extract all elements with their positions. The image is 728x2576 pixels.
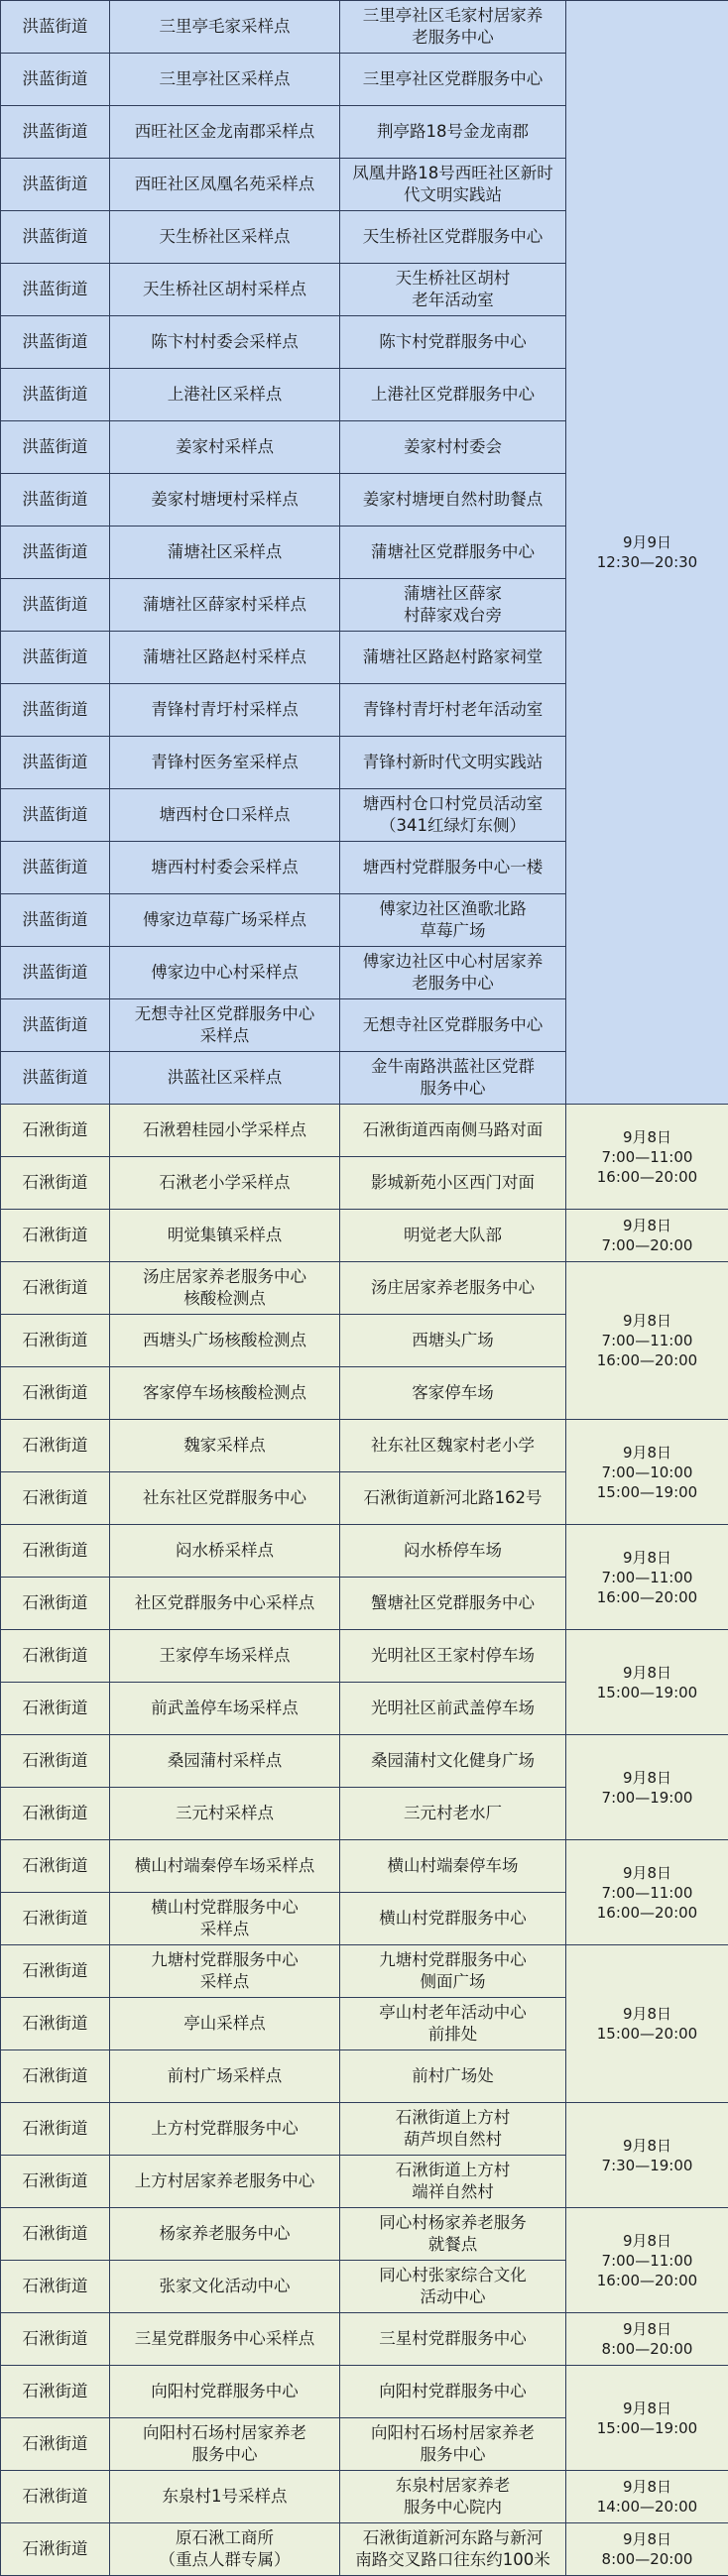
sampling-point-cell: 张家文化活动中心 (110, 2261, 340, 2313)
sampling-time-cell: 9月8日 7:30—19:00 (566, 2103, 728, 2208)
street-cell: 石湫街道 (1, 1210, 110, 1262)
street-cell: 石湫街道 (1, 2103, 110, 2156)
street-cell: 石湫街道 (1, 2050, 110, 2103)
location-cell: 光明社区王家村停车场 (340, 1630, 566, 1683)
street-cell: 洪蓝街道 (1, 369, 110, 421)
sampling-time-cell: 9月8日 15:00—20:00 (566, 1945, 728, 2103)
street-cell: 洪蓝街道 (1, 421, 110, 474)
sampling-time-cell: 9月8日 15:00—19:00 (566, 2366, 728, 2471)
street-cell: 洪蓝街道 (1, 54, 110, 106)
sampling-time-cell: 9月8日 15:00—19:00 (566, 1630, 728, 1735)
table-row (1, 1262, 728, 1315)
sampling-point-cell: 魏家采样点 (110, 1420, 340, 1472)
location-cell: 前村广场处 (340, 2050, 566, 2103)
location-cell: 姜家村村委会 (340, 421, 566, 474)
sampling-point-cell: 洪蓝社区采样点 (110, 1052, 340, 1105)
street-cell: 洪蓝街道 (1, 789, 110, 842)
street-cell: 石湫街道 (1, 1998, 110, 2050)
location-cell: 傅家边社区中心村居家养 老服务中心 (340, 947, 566, 999)
location-cell: 石湫街道新河东路与新河 南路交叉路口往东约100米 (340, 2523, 566, 2576)
location-cell: 天生桥社区胡村 老年活动室 (340, 264, 566, 316)
street-cell: 石湫街道 (1, 2208, 110, 2261)
location-cell: 三星村党群服务中心 (340, 2313, 566, 2366)
location-cell: 石湫街道西南侧马路对面 (340, 1105, 566, 1157)
location-cell: 塘西村党群服务中心一楼 (340, 842, 566, 894)
sampling-point-cell: 西塘头广场核酸检测点 (110, 1315, 340, 1367)
street-cell: 洪蓝街道 (1, 579, 110, 632)
table-row (1, 1420, 728, 1472)
location-cell: 桑园蒲村文化健身广场 (340, 1735, 566, 1788)
sampling-point-cell: 汤庄居家养老服务中心 核酸检测点 (110, 1262, 340, 1315)
sampling-point-cell: 横山村党群服务中心 采样点 (110, 1893, 340, 1945)
location-cell: 石湫街道上方村 端祥自然村 (340, 2156, 566, 2208)
street-cell: 洪蓝街道 (1, 632, 110, 684)
sampling-point-cell: 傅家边中心村采样点 (110, 947, 340, 999)
sampling-point-cell: 傅家边草莓广场采样点 (110, 894, 340, 947)
street-cell: 洪蓝街道 (1, 1, 110, 54)
sampling-point-cell: 明觉集镇采样点 (110, 1210, 340, 1262)
sampling-point-cell: 青锋村医务室采样点 (110, 737, 340, 789)
sampling-point-cell: 西旺社区金龙南郡采样点 (110, 106, 340, 159)
sampling-point-cell: 横山村端秦停车场采样点 (110, 1840, 340, 1893)
sampling-point-cell: 三元村采样点 (110, 1788, 340, 1840)
street-cell: 洪蓝街道 (1, 684, 110, 737)
street-cell: 洪蓝街道 (1, 842, 110, 894)
street-cell: 石湫街道 (1, 1735, 110, 1788)
street-cell: 石湫街道 (1, 1105, 110, 1157)
location-cell: 蒲塘社区薛家 村薛家戏台旁 (340, 579, 566, 632)
location-cell: 影城新苑小区西门对面 (340, 1157, 566, 1210)
street-cell: 洪蓝街道 (1, 947, 110, 999)
location-cell: 光明社区前武盖停车场 (340, 1683, 566, 1735)
location-cell: 青锋村青圩村老年活动室 (340, 684, 566, 737)
sampling-point-cell: 客家停车场核酸检测点 (110, 1367, 340, 1420)
street-cell: 石湫街道 (1, 1893, 110, 1945)
sampling-time-cell: 9月8日 8:00—20:00 (566, 2313, 728, 2366)
street-cell: 洪蓝街道 (1, 159, 110, 211)
sampling-point-cell: 陈卞村村委会采样点 (110, 316, 340, 369)
sampling-point-cell: 社区党群服务中心采样点 (110, 1578, 340, 1630)
sampling-time-cell: 9月8日 7:00—19:00 (566, 1735, 728, 1840)
sampling-time-cell: 9月9日 12:30—20:30 (566, 1, 728, 1105)
sampling-point-cell: 社东社区党群服务中心 (110, 1472, 340, 1525)
sampling-point-cell: 塘西村仓口采样点 (110, 789, 340, 842)
street-cell: 洪蓝街道 (1, 737, 110, 789)
location-cell: 亭山村老年活动中心 前排处 (340, 1998, 566, 2050)
street-cell: 石湫街道 (1, 1578, 110, 1630)
location-cell: 向阳村党群服务中心 (340, 2366, 566, 2418)
table-row (1, 1525, 728, 1578)
sampling-point-cell: 东泉村1号采样点 (110, 2471, 340, 2523)
location-cell: 上港社区党群服务中心 (340, 369, 566, 421)
location-cell: 西塘头广场 (340, 1315, 566, 1367)
street-cell: 石湫街道 (1, 1525, 110, 1578)
sampling-point-cell: 塘西村村委会采样点 (110, 842, 340, 894)
street-cell: 石湫街道 (1, 2156, 110, 2208)
street-cell: 洪蓝街道 (1, 106, 110, 159)
location-cell: 社东社区魏家村老小学 (340, 1420, 566, 1472)
sampling-point-cell: 天生桥社区采样点 (110, 211, 340, 264)
location-cell: 同心村张家综合文化 活动中心 (340, 2261, 566, 2313)
sampling-point-cell: 三里亭毛家采样点 (110, 1, 340, 54)
location-cell: 明觉老大队部 (340, 1210, 566, 1262)
street-cell: 石湫街道 (1, 1945, 110, 1998)
sampling-time-cell: 9月8日 8:00—20:00 (566, 2523, 728, 2576)
location-cell: 金牛南路洪蓝社区党群 服务中心 (340, 1052, 566, 1105)
street-cell: 石湫街道 (1, 1262, 110, 1315)
location-cell: 蒲塘社区党群服务中心 (340, 527, 566, 579)
location-cell: 同心村杨家养老服务 就餐点 (340, 2208, 566, 2261)
location-cell: 傅家边社区渔歌北路 草莓广场 (340, 894, 566, 947)
street-cell: 洪蓝街道 (1, 527, 110, 579)
sampling-time-cell: 9月8日 7:00—11:00 16:00—20:00 (566, 1525, 728, 1630)
sampling-point-cell: 天生桥社区胡村采样点 (110, 264, 340, 316)
location-cell: 客家停车场 (340, 1367, 566, 1420)
sampling-point-cell: 向阳村石场村居家养老 服务中心 (110, 2418, 340, 2471)
table-row (1, 1840, 728, 1893)
sampling-point-cell: 蒲塘社区路赵村采样点 (110, 632, 340, 684)
sampling-point-cell: 九塘村党群服务中心 采样点 (110, 1945, 340, 1998)
location-cell: 无想寺社区党群服务中心 (340, 999, 566, 1052)
table-row (1, 1735, 728, 1788)
sampling-point-cell: 上方村党群服务中心 (110, 2103, 340, 2156)
street-cell: 石湫街道 (1, 1315, 110, 1367)
sampling-point-cell: 王家停车场采样点 (110, 1630, 340, 1683)
sampling-time-cell: 9月8日 7:00—11:00 16:00—20:00 (566, 1840, 728, 1945)
street-cell: 石湫街道 (1, 1630, 110, 1683)
street-cell: 石湫街道 (1, 2523, 110, 2576)
sampling-point-cell: 上方村居家养老服务中心 (110, 2156, 340, 2208)
location-cell: 天生桥社区党群服务中心 (340, 211, 566, 264)
table-body (1, 1, 728, 2576)
sampling-point-cell: 亭山采样点 (110, 1998, 340, 2050)
location-cell: 青锋村新时代文明实践站 (340, 737, 566, 789)
street-cell: 洪蓝街道 (1, 894, 110, 947)
location-cell: 闷水桥停车场 (340, 1525, 566, 1578)
street-cell: 石湫街道 (1, 1367, 110, 1420)
table-row (1, 1210, 728, 1262)
sampling-point-cell: 蒲塘社区薛家村采样点 (110, 579, 340, 632)
location-cell: 横山村端秦停车场 (340, 1840, 566, 1893)
table-row (1, 2313, 728, 2366)
location-cell: 三元村老水厂 (340, 1788, 566, 1840)
street-cell: 石湫街道 (1, 2366, 110, 2418)
street-cell: 石湫街道 (1, 2261, 110, 2313)
street-cell: 洪蓝街道 (1, 211, 110, 264)
sampling-time-cell: 9月8日 7:00—11:00 16:00—20:00 (566, 1262, 728, 1420)
location-cell: 凤凰井路18号西旺社区新时 代文明实践站 (340, 159, 566, 211)
sampling-time-cell: 9月8日 7:00—20:00 (566, 1210, 728, 1262)
street-cell: 石湫街道 (1, 2313, 110, 2366)
location-cell: 荆亭路18号金龙南郡 (340, 106, 566, 159)
street-cell: 石湫街道 (1, 1472, 110, 1525)
street-cell: 石湫街道 (1, 1157, 110, 1210)
street-cell: 石湫街道 (1, 1840, 110, 1893)
street-cell: 石湫街道 (1, 1683, 110, 1735)
sampling-point-cell: 向阳村党群服务中心 (110, 2366, 340, 2418)
sampling-time-cell: 9月8日 7:00—11:00 16:00—20:00 (566, 2208, 728, 2313)
table-row (1, 1945, 728, 1998)
location-cell: 三里亭社区党群服务中心 (340, 54, 566, 106)
sampling-time-cell: 9月8日 7:00—10:00 15:00—19:00 (566, 1420, 728, 1525)
sampling-point-cell: 原石湫工商所 （重点人群专属） (110, 2523, 340, 2576)
sampling-time-cell: 9月8日 14:00—20:00 (566, 2471, 728, 2523)
street-cell: 洪蓝街道 (1, 999, 110, 1052)
sampling-point-cell: 前武盖停车场采样点 (110, 1683, 340, 1735)
sampling-point-cell: 杨家养老服务中心 (110, 2208, 340, 2261)
table-row (1, 2366, 728, 2418)
location-cell: 九塘村党群服务中心 侧面广场 (340, 1945, 566, 1998)
table-row (1, 2471, 728, 2523)
location-cell: 石湫街道新河北路162号 (340, 1472, 566, 1525)
sampling-point-cell: 石湫老小学采样点 (110, 1157, 340, 1210)
location-cell: 姜家村塘埂自然村助餐点 (340, 474, 566, 527)
sampling-point-cell: 桑园蒲村采样点 (110, 1735, 340, 1788)
location-cell: 汤庄居家养老服务中心 (340, 1262, 566, 1315)
sampling-point-cell: 无想寺社区党群服务中心 采样点 (110, 999, 340, 1052)
street-cell: 洪蓝街道 (1, 264, 110, 316)
street-cell: 洪蓝街道 (1, 1052, 110, 1105)
sampling-point-cell: 青锋村青圩村采样点 (110, 684, 340, 737)
location-cell: 石湫街道上方村 葫芦坝自然村 (340, 2103, 566, 2156)
sampling-point-cell: 西旺社区凤凰名苑采样点 (110, 159, 340, 211)
location-cell: 横山村党群服务中心 (340, 1893, 566, 1945)
street-cell: 石湫街道 (1, 1420, 110, 1472)
table-row (1, 1, 728, 54)
location-cell: 蟹塘社区党群服务中心 (340, 1578, 566, 1630)
sampling-point-cell: 前村广场采样点 (110, 2050, 340, 2103)
table-row (1, 2523, 728, 2576)
sampling-point-cell: 三里亭社区采样点 (110, 54, 340, 106)
location-cell: 陈卞村党群服务中心 (340, 316, 566, 369)
street-cell: 洪蓝街道 (1, 474, 110, 527)
table-row (1, 1630, 728, 1683)
table-row (1, 1105, 728, 1157)
location-cell: 东泉村居家养老 服务中心院内 (340, 2471, 566, 2523)
sampling-point-cell: 三星党群服务中心采样点 (110, 2313, 340, 2366)
street-cell: 石湫街道 (1, 1788, 110, 1840)
location-cell: 三里亭社区毛家村居家养 老服务中心 (340, 1, 566, 54)
location-cell: 向阳村石场村居家养老 服务中心 (340, 2418, 566, 2471)
table-row (1, 2103, 728, 2156)
street-cell: 洪蓝街道 (1, 316, 110, 369)
location-cell: 蒲塘社区路赵村路家祠堂 (340, 632, 566, 684)
sampling-point-cell: 蒲塘社区采样点 (110, 527, 340, 579)
sampling-point-cell: 闷水桥采样点 (110, 1525, 340, 1578)
sampling-point-cell: 上港社区采样点 (110, 369, 340, 421)
sampling-time-cell: 9月8日 7:00—11:00 16:00—20:00 (566, 1105, 728, 1210)
table-row (1, 2208, 728, 2261)
street-cell: 石湫街道 (1, 2471, 110, 2523)
sampling-point-cell: 石湫碧桂园小学采样点 (110, 1105, 340, 1157)
sampling-point-cell: 姜家村采样点 (110, 421, 340, 474)
street-cell: 石湫街道 (1, 2418, 110, 2471)
location-cell: 塘西村仓口村党员活动室 （341红绿灯东侧） (340, 789, 566, 842)
sampling-point-cell: 姜家村塘埂村采样点 (110, 474, 340, 527)
